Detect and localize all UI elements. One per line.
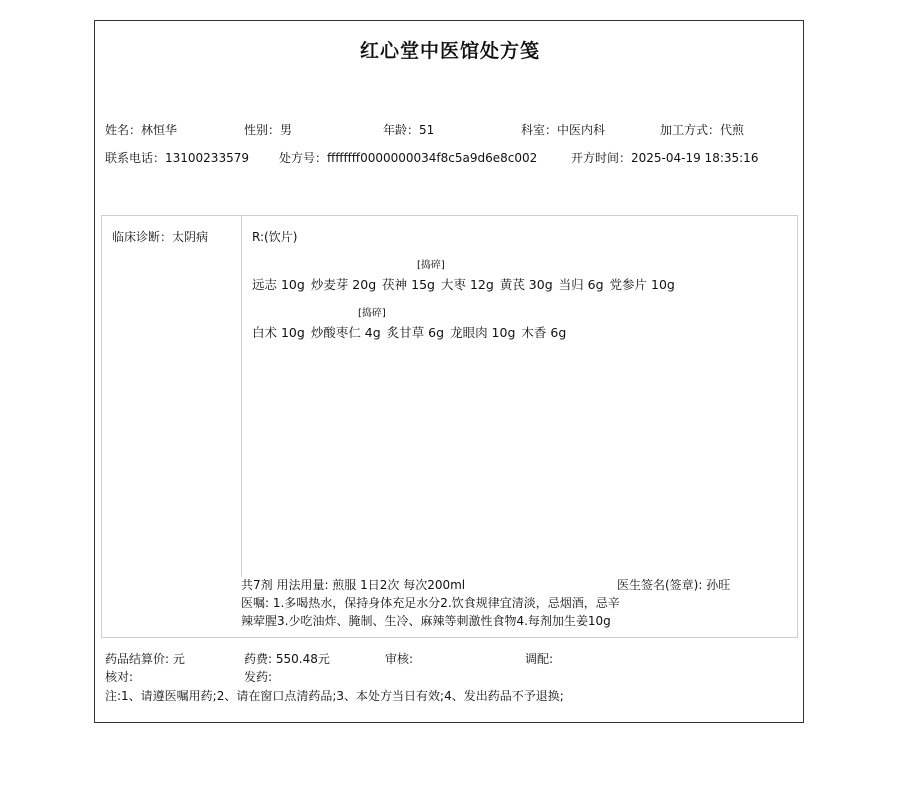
herb-list-row1: [252, 275, 681, 293]
footer-notes: 注:1、请遵医嘱用药;2、请在窗口点清药品;3、本处方当日有效;4、发出药品不予退换;: [105, 689, 564, 703]
patient-gender: 性别：男: [244, 123, 293, 137]
dispense-prep-field: 调配:: [525, 652, 554, 666]
herb-item: 白术 10g: [252, 325, 305, 340]
review-field: 审核:: [385, 652, 414, 666]
settlement-price: 药品结算价: 元: [105, 652, 185, 666]
prescription-time: 开方时间：2025-04-19 18:35:16: [571, 151, 759, 165]
herb-item: 龙眼肉 10g: [450, 325, 516, 340]
check-field: 核对:: [105, 670, 134, 684]
herb-item: 黄芪 30g: [499, 277, 553, 292]
clinical-diagnosis: 临床诊断：太阴病: [112, 230, 209, 244]
medical-advice: 医嘱: 1.多喝热水，保持身体充足水分2.饮食规律宜清淡，忌烟酒，忌辛辣荤腥3.少吃油炸、腌制、生冷、麻辣等刺激性食物4.每剂加生姜10g: [241, 596, 620, 628]
herb-item: 当归 6g: [558, 277, 604, 292]
usage-dosage: 共7剂 用法用量: 煎服 1日2次 每次200ml: [241, 578, 466, 592]
processing-method: 加工方式：代煎: [660, 123, 745, 137]
herb-item: 党参片 10g: [609, 277, 675, 292]
herb-item: 炙甘草 6g: [386, 325, 445, 340]
drug-fee: 药费: 550.48元: [244, 652, 330, 666]
page-title: 红心堂中医馆处方笺: [359, 40, 540, 62]
prescription-number: 处方号：ffffffff0000000034f8c5a9d6e8c002: [279, 151, 538, 165]
herb-item: 木香 6g: [521, 325, 567, 340]
herb-list-row2: [252, 323, 572, 341]
herb-item: 炒麦芽 20g: [310, 277, 377, 292]
herb-note-row1: [捣碎]: [417, 260, 445, 271]
herb-note-row2: [捣碎]: [358, 308, 386, 319]
doctor-signature: 医生签名(签章): 孙旺: [617, 578, 731, 592]
department: 科室：中医内科: [521, 123, 606, 137]
herb-item: 大枣 12g: [440, 277, 494, 292]
herb-item: 远志 10g: [252, 277, 305, 292]
phone-number: 联系电话：13100233579: [105, 151, 249, 165]
patient-name: 姓名：林恒华: [105, 123, 178, 137]
column-divider: [241, 215, 242, 577]
rx-label: R:(饮片): [252, 230, 298, 244]
patient-age: 年龄：51: [383, 123, 435, 137]
issue-field: 发药:: [244, 670, 273, 684]
herb-item: 茯神 15g: [382, 277, 435, 292]
herb-item: 炒酸枣仁 4g: [310, 325, 381, 340]
